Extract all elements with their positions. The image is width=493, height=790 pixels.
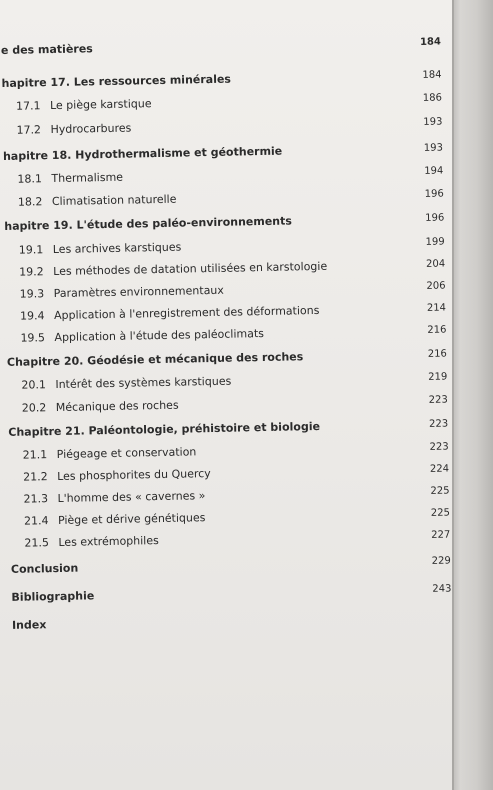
section-21-1-title: Piégeage et conservation — [56, 445, 197, 461]
chapter-18-line — [3, 140, 443, 166]
section-18-2-number: 18.2 — [17, 195, 43, 209]
chapter-20-title: Géodésie et mécanique des roches — [87, 350, 304, 368]
section-17-2-line — [2, 114, 442, 140]
chapter-19-line — [4, 210, 444, 236]
section-18-1-number: 18.1 — [17, 172, 43, 186]
section-17-1-number: 17.1 — [15, 99, 41, 113]
section-21-4-title: Piège et dérive génétiques — [57, 511, 206, 527]
index-line — [12, 608, 452, 634]
section-18-2-line — [4, 186, 444, 212]
section-19-1-title: Les archives karstiques — [52, 240, 182, 257]
book-page-edge — [452, 0, 493, 790]
section-19-5-line — [6, 321, 446, 347]
section-20-2-title: Mécanique des roches — [55, 398, 179, 415]
chapter-20-label: Chapitre 20. — [6, 354, 84, 369]
section-20-1-number: 20.1 — [21, 378, 47, 392]
section-19-1-page: 199 — [425, 236, 445, 248]
chapter-18-page: 193 — [423, 142, 444, 154]
chapter-18-title: Hydrothermalisme et géothermie — [75, 144, 283, 162]
section-19-3-title: Paramètres environnementaux — [53, 283, 224, 301]
section-19-5-page: 216 — [427, 324, 447, 336]
toc-title-line — [1, 34, 441, 60]
chapter-20-line — [7, 345, 447, 371]
section-21-1-page: 223 — [429, 441, 449, 453]
conclusion-title: Conclusion — [10, 561, 79, 576]
section-21-3-title: L'homme des « cavernes » — [57, 489, 206, 505]
toc-title-page: 184 — [419, 36, 441, 48]
section-19-2-page: 204 — [425, 258, 446, 270]
section-17-1-page: 186 — [422, 92, 443, 104]
chapter-18-label: hapitre 18. — [2, 148, 72, 163]
section-21-5-line — [10, 526, 450, 552]
section-17-2-page: 193 — [423, 116, 443, 128]
bibliography-title: Bibliographie — [11, 589, 95, 604]
section-20-1-title: Intérêt des systèmes karstiques — [55, 374, 232, 392]
section-18-1-title: Thermalisme — [51, 170, 124, 186]
conclusion-line — [11, 552, 451, 578]
section-19-3-page: 206 — [426, 280, 446, 292]
chapter-17-page: 184 — [422, 69, 442, 81]
conclusion-page: 229 — [431, 555, 451, 567]
chapter-21-label: Chapitre 21. — [8, 424, 85, 439]
section-21-3-page: 225 — [430, 485, 450, 497]
section-17-2-title: Hydrocarbures — [50, 121, 132, 137]
index-title: Index — [11, 618, 47, 632]
section-21-5-number: 21.5 — [24, 536, 50, 550]
chapter-21-page: 223 — [429, 418, 449, 430]
section-19-2-number: 19.2 — [19, 265, 44, 279]
section-21-2-page: 224 — [429, 463, 450, 475]
section-17-1-line — [2, 90, 442, 116]
section-20-1-line — [7, 368, 447, 394]
section-19-4-title: Application à l'enregistrement des déformations — [53, 303, 320, 323]
section-19-4-number: 19.4 — [19, 309, 45, 323]
section-21-4-page: 225 — [430, 507, 451, 519]
bibliography-page: 243 — [432, 583, 452, 595]
section-19-5-number: 19.5 — [20, 331, 46, 345]
section-21-3-number: 21.3 — [23, 492, 49, 506]
section-21-2-title: Les phosphorites du Quercy — [57, 467, 211, 483]
section-20-2-page: 223 — [428, 394, 448, 406]
section-18-2-page: 196 — [424, 188, 444, 200]
chapter-21-line — [8, 415, 448, 441]
section-20-2-line — [8, 391, 448, 417]
section-18-1-line — [3, 163, 443, 189]
chapter-17-title: Les ressources minérales — [73, 72, 232, 89]
chapter-20-page: 216 — [427, 348, 447, 360]
section-19-3-number: 19.3 — [19, 287, 45, 301]
section-18-2-title: Climatisation naturelle — [51, 192, 177, 209]
section-19-4-page: 214 — [426, 302, 447, 314]
section-18-1-page: 194 — [424, 165, 444, 177]
section-17-1-title: Le piège karstique — [49, 97, 152, 113]
section-19-1-number: 19.1 — [18, 243, 44, 257]
section-21-1-number: 21.1 — [22, 448, 48, 462]
chapter-19-page: 196 — [425, 212, 445, 224]
section-21-2-number: 21.2 — [23, 470, 48, 484]
section-19-5-title: Application à l'étude des paléoclimats — [54, 326, 265, 345]
toc-title: e des matières — [0, 42, 93, 57]
chapter-17-line — [1, 67, 441, 93]
chapter-19-label: hapitre 19. — [4, 218, 73, 233]
section-20-1-page: 219 — [428, 371, 448, 383]
chapter-21-title: Paléontologie, préhistoire et biologie — [88, 419, 321, 438]
bibliography-line — [11, 580, 451, 606]
section-19-2-title: Les méthodes de datation utilisées en karstologie — [53, 259, 328, 279]
section-17-2-number: 17.2 — [16, 123, 42, 137]
section-20-2-number: 20.2 — [21, 401, 47, 415]
chapter-19-title: L'étude des paléo-environnements — [76, 214, 292, 232]
section-21-5-page: 227 — [431, 529, 451, 541]
section-21-5-title: Les extrémophiles — [58, 534, 159, 549]
section-21-4-number: 21.4 — [23, 514, 49, 528]
chapter-17-label: hapitre 17. — [1, 75, 71, 90]
